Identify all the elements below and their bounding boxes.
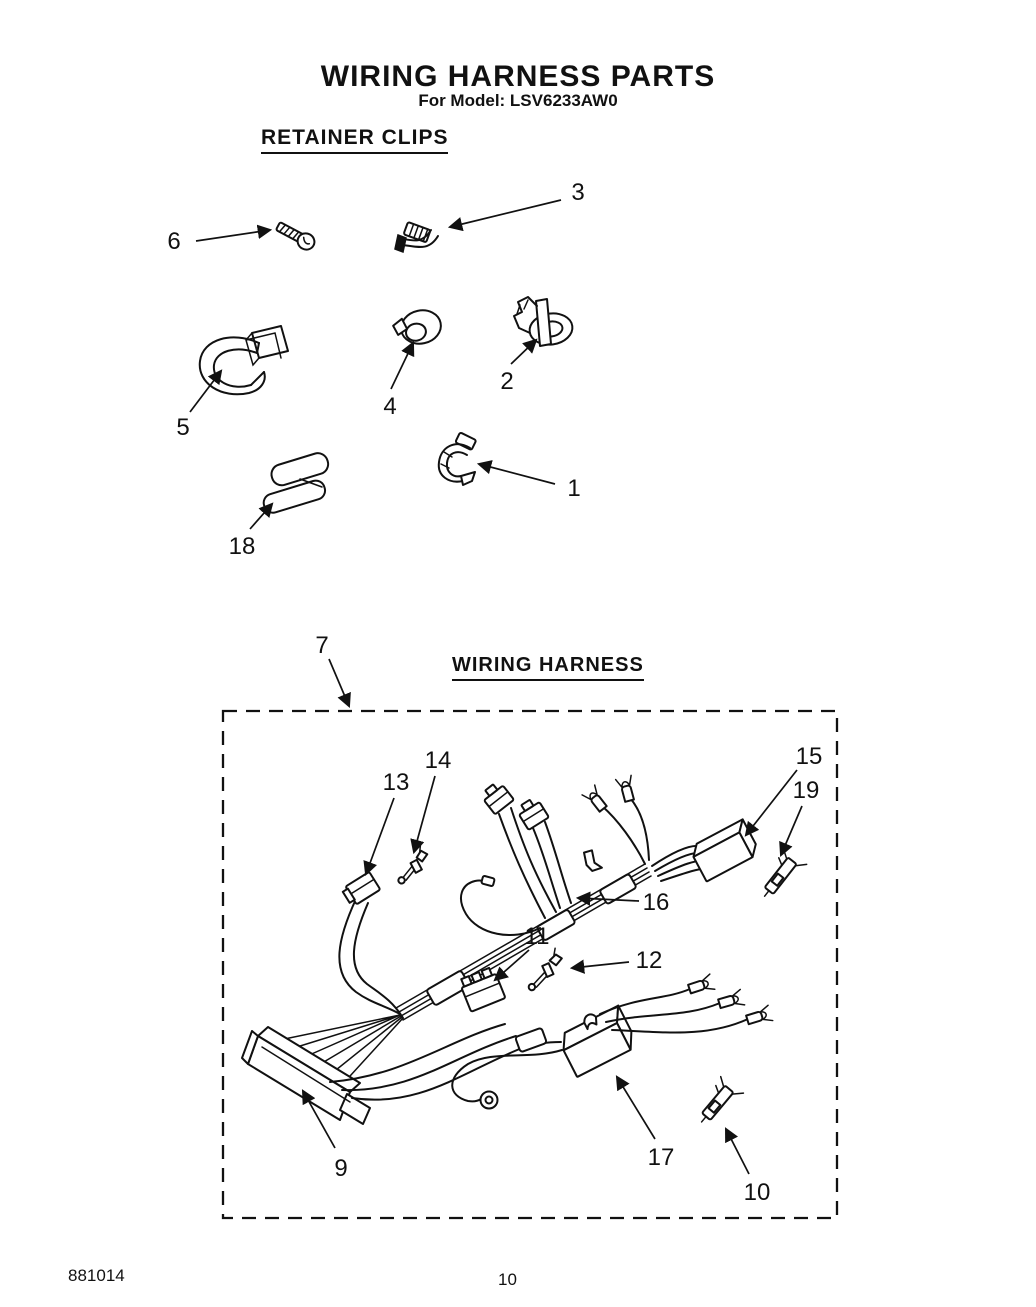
part-13-connector [339,872,403,1018]
part-4-clip [391,307,444,349]
retainer-leader-arrows [190,200,561,529]
part-label-6: 6 [167,228,181,255]
part-label-15: 15 [795,743,823,770]
part-label-5: 5 [176,414,190,441]
part-6-screw [274,219,317,252]
part-15-connector [689,819,761,881]
part-1-clip [439,432,476,485]
part-label-18: 18 [228,533,256,560]
part-label-17: 17 [647,1144,675,1171]
footer-document-code: 881014 [68,1266,125,1285]
part-3-clip [395,222,438,252]
retainer-clips-heading: RETAINER CLIPS [261,126,448,154]
part-label-3: 3 [571,179,585,206]
page-title: WIRING HARNESS PARTS [320,60,716,93]
part-label-4: 4 [383,393,397,420]
part-label-1: 1 [567,475,581,502]
part-label-2: 2 [500,368,514,395]
wiring-harness-heading: WIRING HARNESS [452,654,644,681]
part-label-12: 12 [635,947,663,974]
harness-lower-wires [330,1024,561,1100]
page-subtitle: For Model: LSV6233AW0 [418,91,618,110]
part-17-connector [554,1001,638,1077]
part-label-7: 7 [315,632,329,659]
part-label-16: 16 [642,889,670,916]
harness-upper-branches [461,780,571,935]
footer-page-number: 10 [498,1270,517,1289]
part-2-clip [514,297,574,347]
dashed-boundary-box [223,711,837,1218]
part-9-connector-block [242,1015,403,1124]
part-label-14: 14 [424,747,452,774]
part-label-19: 19 [792,777,820,804]
part-12-terminal [518,947,568,991]
part-label-13: 13 [382,769,410,796]
part-5-clamp [200,326,288,394]
part-10-terminal [690,1075,743,1131]
part-14-terminal [388,844,434,884]
part-label-11: 11 [524,923,550,950]
part-label-10: 10 [743,1179,771,1206]
ring-terminal-loop [452,1050,562,1109]
part-label-9: 9 [334,1155,348,1182]
part-19-terminal [753,847,806,904]
